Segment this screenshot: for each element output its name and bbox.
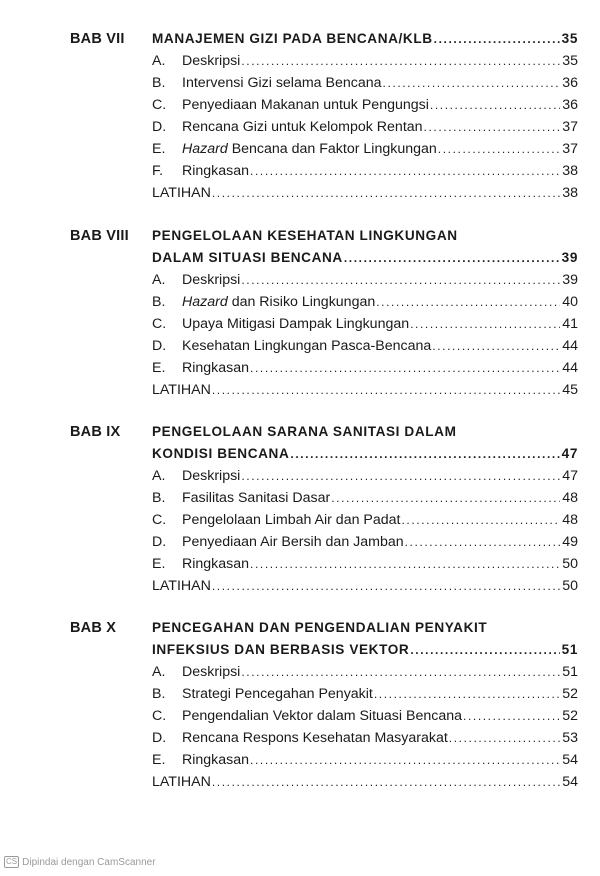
toc-item[interactable] — [152, 661, 578, 683]
item-text — [182, 72, 382, 94]
dot-leader — [290, 443, 559, 465]
item-label: Pengendalian Vektor dalam Situasi Bencana — [182, 708, 463, 724]
toc-item[interactable] — [152, 72, 578, 94]
item-letter: D. — [152, 338, 167, 354]
item-label: Pengelolaan Limbah Air dan Padat — [182, 512, 401, 528]
page-number: 39 — [561, 250, 578, 265]
item-text — [182, 291, 375, 313]
latihan-label: LATIHAN — [152, 774, 211, 790]
item-label: Rencana Gizi untuk Kelompok Rentan — [182, 119, 423, 135]
item-letter: C. — [152, 708, 167, 724]
item-letter: C. — [152, 316, 167, 332]
item-label: Ringkasan — [182, 360, 250, 376]
dot-leader — [241, 50, 560, 72]
chapter-label: BAB X — [70, 620, 117, 636]
item-letter: C. — [152, 97, 167, 113]
toc-latihan[interactable] — [152, 771, 578, 793]
page-number: 36 — [562, 97, 578, 113]
item-label: Deskripsi — [182, 272, 241, 288]
item-label: Upaya Mitigasi Dampak Lingkungan — [182, 316, 410, 332]
item-text — [182, 94, 429, 116]
toc-item[interactable] — [152, 531, 578, 553]
toc-item[interactable] — [152, 138, 578, 160]
item-label: Ringkasan — [182, 163, 250, 179]
page-number: 51 — [562, 664, 578, 680]
item-text — [182, 357, 249, 379]
dot-leader — [405, 531, 560, 553]
item-text — [182, 487, 330, 509]
item-letter: E. — [152, 752, 166, 768]
toc-item[interactable] — [152, 291, 578, 313]
chapter-label: BAB VIII — [70, 228, 129, 244]
dot-leader — [430, 94, 560, 116]
page-number: 39 — [562, 272, 578, 288]
item-label: dan Risiko Lingkungan — [227, 294, 376, 310]
toc-item[interactable] — [152, 269, 578, 291]
item-text — [182, 50, 240, 72]
toc-item[interactable] — [152, 749, 578, 771]
dot-leader — [212, 771, 560, 793]
item-letter: E. — [152, 556, 166, 572]
page-number: 54 — [562, 752, 578, 768]
dot-leader — [250, 553, 560, 575]
page-number: 41 — [562, 316, 578, 332]
dot-leader — [250, 749, 560, 771]
page-number: 36 — [562, 75, 578, 91]
toc-item[interactable] — [152, 94, 578, 116]
page-number: 50 — [562, 578, 578, 594]
dot-leader — [212, 182, 560, 204]
toc-item[interactable] — [152, 313, 578, 335]
toc-item[interactable] — [152, 727, 578, 749]
toc-item[interactable] — [152, 116, 578, 138]
page-number: 48 — [562, 512, 578, 528]
toc-item[interactable] — [152, 335, 578, 357]
chapter-label: BAB VII — [70, 31, 125, 47]
item-letter: E. — [152, 141, 166, 157]
item-letter: B. — [152, 686, 166, 702]
page-number: 44 — [562, 360, 578, 376]
camscanner-icon: CS — [6, 857, 18, 866]
chapter-title-line: PENGELOLAAN KESEHATAN LINGKUNGAN — [152, 228, 458, 243]
chapter-label: BAB IX — [70, 424, 121, 440]
page-number: 53 — [562, 730, 578, 746]
toc-latihan[interactable] — [152, 379, 578, 401]
chapter-title-line: PENGELOLAAN SARANA SANITASI DALAM — [152, 424, 457, 439]
item-label: Deskripsi — [182, 53, 241, 69]
item-label: Intervensi Gizi selama Bencana — [182, 75, 382, 91]
item-label: Penyediaan Air Bersih dan Jamban — [182, 534, 404, 550]
toc-latihan[interactable] — [152, 575, 578, 597]
item-letter: C. — [152, 512, 167, 528]
page-number: 52 — [562, 686, 578, 702]
item-text — [182, 727, 448, 749]
latihan-label: LATIHAN — [152, 185, 211, 201]
dot-leader — [434, 28, 560, 50]
item-label: Deskripsi — [182, 664, 241, 680]
item-text — [182, 269, 240, 291]
dot-leader — [241, 465, 560, 487]
item-letter: A. — [152, 664, 166, 680]
latihan-label: LATIHAN — [152, 382, 211, 398]
page-number: 49 — [562, 534, 578, 550]
chapter-title: DALAM SITUASI BENCANA — [152, 250, 343, 265]
item-text — [182, 465, 240, 487]
page-number: 44 — [562, 338, 578, 354]
item-label: Penyediaan Makanan untuk Pengungsi — [182, 97, 429, 113]
item-text — [182, 138, 437, 160]
page-number: 37 — [562, 141, 578, 157]
item-letter: A. — [152, 272, 166, 288]
toc-item[interactable] — [152, 487, 578, 509]
item-text — [182, 661, 240, 683]
chapter-title-line: PENCEGAHAN DAN PENGENDALIAN PENYAKIT — [152, 620, 488, 635]
toc-item[interactable] — [152, 553, 578, 575]
dot-leader — [212, 575, 560, 597]
dot-leader — [212, 379, 560, 401]
item-text — [182, 313, 409, 335]
page-number: 38 — [562, 185, 578, 201]
dot-leader — [344, 247, 560, 269]
scanner-watermark — [4, 856, 156, 868]
page-number: 47 — [561, 446, 578, 461]
item-italic-term: Hazard — [182, 141, 228, 157]
item-label: Strategi Pencegahan Penyakit — [182, 686, 373, 702]
chapter-title-row[interactable] — [152, 443, 578, 465]
item-text — [182, 683, 373, 705]
toc-item[interactable] — [152, 465, 578, 487]
dot-leader — [438, 138, 560, 160]
item-letter: B. — [152, 490, 166, 506]
item-text — [182, 335, 431, 357]
page-number: 50 — [562, 556, 578, 572]
item-text — [182, 553, 249, 575]
watermark-text: Dipindai dengan CamScanner — [22, 856, 156, 868]
page-number: 35 — [562, 53, 578, 69]
latihan-label: LATIHAN — [152, 578, 211, 594]
chapter-title-row[interactable] — [152, 639, 578, 661]
toc-item[interactable] — [152, 705, 578, 727]
page-number: 45 — [562, 382, 578, 398]
item-letter: A. — [152, 53, 166, 69]
dot-leader — [376, 291, 560, 313]
item-label: Rencana Respons Kesehatan Masyarakat — [182, 730, 448, 746]
dot-leader — [250, 357, 560, 379]
dot-leader — [410, 639, 559, 661]
item-text — [182, 749, 249, 771]
chapter-title: KONDISI BENCANA — [152, 446, 290, 461]
item-text — [182, 509, 401, 531]
dot-leader — [241, 661, 560, 683]
item-letter: B. — [152, 75, 166, 91]
page-number: 52 — [562, 708, 578, 724]
dot-leader — [463, 705, 560, 727]
item-letter: D. — [152, 119, 167, 135]
item-text — [182, 160, 249, 182]
toc-item[interactable] — [152, 509, 578, 531]
item-italic-term: Hazard — [182, 294, 228, 310]
dot-leader — [250, 160, 560, 182]
toc-item[interactable] — [152, 357, 578, 379]
item-text — [182, 531, 404, 553]
chapter-title-row[interactable] — [152, 247, 578, 269]
page-number: 51 — [561, 642, 578, 657]
dot-leader — [432, 335, 560, 357]
page-number: 38 — [562, 163, 578, 179]
item-text — [182, 705, 462, 727]
page-number: 37 — [562, 119, 578, 135]
item-label: Bencana dan Faktor Lingkungan — [227, 141, 437, 157]
chapter-title: INFEKSIUS DAN BERBASIS VEKTOR — [152, 642, 410, 657]
page-number: 40 — [562, 294, 578, 310]
dot-leader — [402, 509, 561, 531]
dot-leader — [383, 72, 560, 94]
dot-leader — [331, 487, 560, 509]
page-number: 35 — [561, 31, 578, 46]
dot-leader — [424, 116, 560, 138]
dot-leader — [449, 727, 560, 749]
chapter-title: MANAJEMEN GIZI PADA BENCANA/KLB — [152, 31, 433, 46]
page-number: 54 — [562, 774, 578, 790]
toc-latihan[interactable] — [152, 182, 578, 204]
chapter-title-row[interactable] — [152, 28, 578, 50]
item-letter: D. — [152, 534, 167, 550]
page-number: 47 — [562, 468, 578, 484]
item-letter: A. — [152, 468, 166, 484]
toc-item[interactable] — [152, 160, 578, 182]
dot-leader — [241, 269, 560, 291]
item-letter: E. — [152, 360, 166, 376]
item-letter: B. — [152, 294, 166, 310]
item-label: Ringkasan — [182, 556, 250, 572]
item-label: Ringkasan — [182, 752, 250, 768]
item-label: Deskripsi — [182, 468, 241, 484]
dot-leader — [374, 683, 560, 705]
toc-item[interactable] — [152, 683, 578, 705]
item-letter: D. — [152, 730, 167, 746]
dot-leader — [410, 313, 560, 335]
page-number: 48 — [562, 490, 578, 506]
item-letter: F. — [152, 163, 164, 179]
item-label: Fasilitas Sanitasi Dasar — [182, 490, 331, 506]
item-label: Kesehatan Lingkungan Pasca-Bencana — [182, 338, 432, 354]
item-text — [182, 116, 423, 138]
toc-item[interactable] — [152, 50, 578, 72]
